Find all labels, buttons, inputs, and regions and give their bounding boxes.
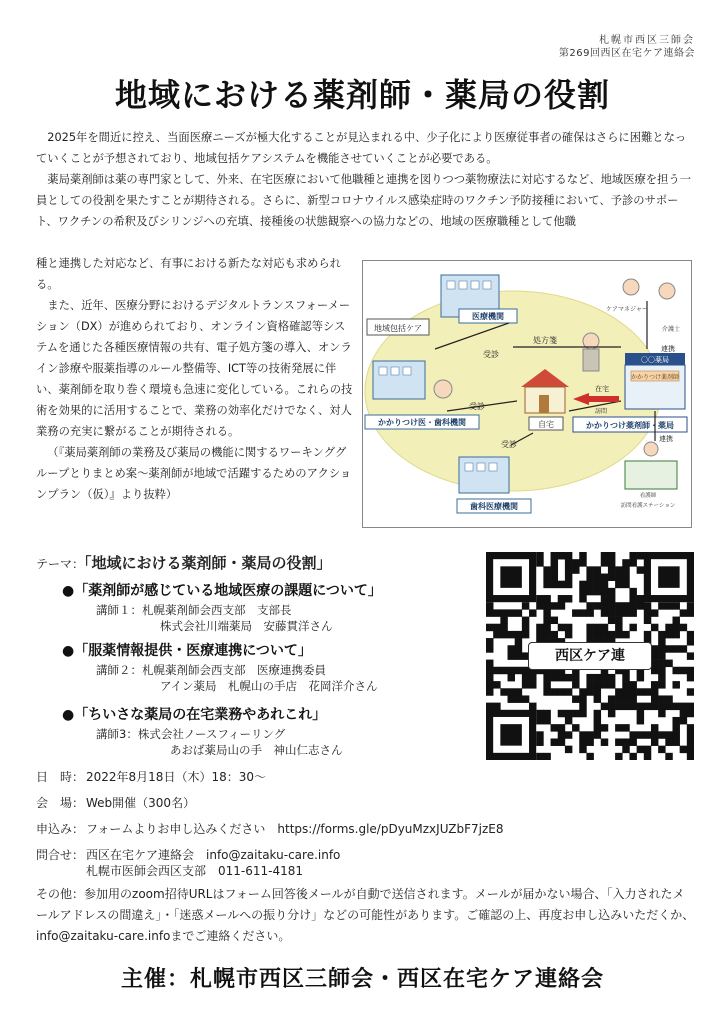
session-3-speaker-line1: 講師3：株式会社ノースフィーリング xyxy=(96,727,286,741)
apply-label: 申込み： xyxy=(36,822,85,836)
svg-text:受診: 受診 xyxy=(483,350,499,359)
host-footer: 主催：札幌市西区三師会・西区在宅ケア連絡会 xyxy=(120,967,604,992)
theme-label: テーマ： xyxy=(36,557,85,571)
session-2-speaker-line1: 講師２：札幌薬剤師会西支部 医療連携委員 xyxy=(96,663,326,677)
apply-line xyxy=(36,820,504,837)
organizer-name: 札幌市西区三師会 xyxy=(599,35,695,46)
session-1-title: ●「薬剤師が感じている地域医療の課題について」 xyxy=(62,583,382,599)
svg-text:介護士: 介護士 xyxy=(661,326,681,333)
theme-line xyxy=(36,552,332,573)
svg-text:看護師: 看護師 xyxy=(639,493,657,499)
session-1-speaker-line2: 株式会社川端薬局 安藤貫洋さん xyxy=(160,619,333,633)
date-label: 日 時： xyxy=(36,770,85,784)
svg-text:自宅: 自宅 xyxy=(538,420,554,429)
qr-finder-pattern xyxy=(500,566,522,588)
session-3-speaker-line2: あおば薬局山の手 神山仁志さん xyxy=(170,743,343,757)
svg-text:〇〇薬局: 〇〇薬局 xyxy=(641,356,669,364)
area-label: 地域包括ケア xyxy=(374,324,422,333)
svg-text:訪問: 訪問 xyxy=(595,408,608,415)
svg-text:ケアマネジャー: ケアマネジャー xyxy=(606,306,648,313)
svg-text:かかりつけ医・歯科機関: かかりつけ医・歯科機関 xyxy=(378,418,466,427)
session-3-title: ●「ちいさな薬局の在宅業務やあれこれ」 xyxy=(62,707,327,723)
date-value: 2022年8月18日（木）18：30～ xyxy=(86,770,266,784)
other-notes xyxy=(36,884,696,947)
session-2-speaker-line2: アイン薬局 札幌山の手店 花岡洋介さん xyxy=(160,679,378,693)
venue-line xyxy=(36,794,195,811)
session-1-speaker-line1: 講師１：札幌薬剤師会西支部 支部長 xyxy=(96,603,292,617)
svg-text:受診: 受診 xyxy=(469,402,485,411)
svg-text:訪問看護ステーション: 訪問看護ステーション xyxy=(620,503,676,509)
date-line xyxy=(36,768,266,785)
svg-text:処方箋: 処方箋 xyxy=(533,336,557,345)
source-note: （『薬局薬剤師の業務及び薬局の機能に関するワーキンググループとりまとめ案～薬剤師が地域で活躍するためのアクションプラン（仮）』より抜粋） xyxy=(36,446,352,501)
intro-paragraph-3: また、近年、医療分野におけるデジタルトランスフォーメーション（DX）が進められており、オンライン資格確認等システムを通じた各種医療情報の共有、電子処方箋の導入、オンライン診療や服薬指導のルール整備等、ICT等の技術発展に伴い、薬剤師を取り巻く環境も急速に変化している。これらの技術を効果的に活用することで、業務の効率化だけでなく、対人業務の充実に繋がることが期待される。 xyxy=(36,299,353,438)
venue-label: 会 場： xyxy=(36,796,85,810)
contact-value-2: 札幌市医師会西区支部 011-611-4181 xyxy=(86,864,304,878)
venue-value: Web開催（300名） xyxy=(86,796,196,810)
other-label: その他： xyxy=(36,887,85,901)
contact-value-1: 西区在宅ケア連絡会 info@zaitaku-care.info xyxy=(86,848,341,862)
apply-link[interactable]: フォームよりお申し込みください https://forms.gle/pDyuMzxJUZbF7jzE8 xyxy=(86,822,504,836)
page-title: 地域における薬剤師・薬局の役割 xyxy=(114,76,610,114)
contact-line-1 xyxy=(36,846,340,863)
qr-label: 西区ケア連 xyxy=(528,642,652,670)
intro-narrow xyxy=(36,253,354,505)
contact-line-2 xyxy=(36,862,303,879)
registration-qr-code[interactable] xyxy=(486,552,694,760)
organizer-header xyxy=(559,34,695,60)
contact-label: 問合せ： xyxy=(36,848,85,862)
qr-finder-pattern xyxy=(658,566,680,588)
intro-paragraph-2-tail: 種と連携した対応など、有事における新たな対応も求められる。 xyxy=(36,257,342,291)
svg-text:医療機関: 医療機関 xyxy=(472,312,504,321)
svg-text:かかりつけ薬剤師: かかりつけ薬剤師 xyxy=(630,374,680,381)
svg-text:歯科医療機関: 歯科医療機関 xyxy=(470,502,518,511)
meeting-number: 第269回西区在宅ケア連絡会 xyxy=(558,48,695,59)
other-value: 参加用のzoom招待URLはフォーム回答後メールが自動で送信されます。メールが届かない場合、「入力されたメールアドレスの間違え」・「迷惑メールへの振り分け」などの可能性があります。ご確認の上、再度お申し込みいただくか、info@zaitaku-care.infoまでご連絡ください。 xyxy=(36,887,695,943)
svg-text:受診: 受診 xyxy=(501,440,517,449)
svg-text:連携: 連携 xyxy=(661,345,675,353)
svg-text:在宅: 在宅 xyxy=(595,385,609,393)
qr-finder-pattern xyxy=(500,724,522,746)
svg-text:かかりつけ薬剤師・薬局: かかりつけ薬剤師・薬局 xyxy=(586,421,674,430)
intro-paragraph-1: 2025年を間近に控え、当面医療ニーズが極大化することが見込まれる中、少子化により医療従事者の確保はさらに困難となっていくことが予想されており、地域包括ケアシステムを機能させていくことが必要である。 xyxy=(36,131,687,165)
svg-text:連携: 連携 xyxy=(659,435,673,443)
intro-wide xyxy=(36,127,694,232)
community-care-diagram xyxy=(362,260,692,528)
session-2-title: ●「服薬情報提供・医療連携について」 xyxy=(62,643,312,659)
theme-value: 「地域における薬剤師・薬局の役割」 xyxy=(84,554,332,572)
intro-paragraph-2: 薬局薬剤師は薬の専門家として、外来、在宅医療において他職種と連携を図りつつ薬物療法に対応するなど、地域医療を担う一員としての役割を果たすことが期待される。さらに、新型コロナウイルス感染症時のワクチン予防接種において、予診のサポート、ワクチンの希釈及びシリンジへの充填、接種後の状態観察への協力などの、地域の医療職種として他職 xyxy=(36,173,691,228)
